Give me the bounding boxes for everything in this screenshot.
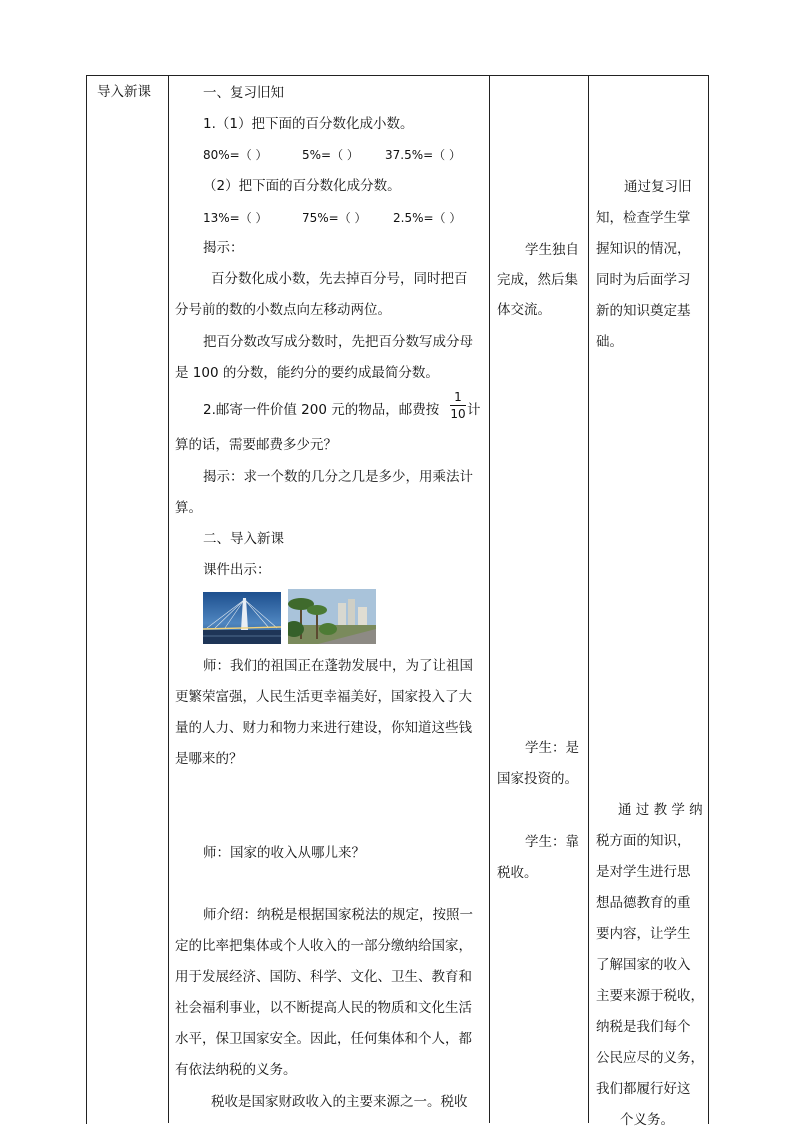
paragraph-line: 是 100 的分数，能约分的要约成最简分数。 — [175, 365, 439, 381]
purpose-line: 主要来源于税收， — [596, 988, 704, 1004]
purpose-line: 要内容，让学生 — [596, 926, 691, 942]
fraction-denominator: 10 — [450, 407, 466, 421]
exercise-item: 80%=（ ） — [203, 148, 268, 162]
stage-label: 导入新课 — [97, 84, 151, 100]
purpose-line: 个义务。 — [620, 1112, 674, 1128]
student-answer-line: 税收。 — [497, 865, 538, 881]
question-1-1: 1.（1）把下面的百分数化成小数。 — [203, 116, 414, 132]
teacher-question: 师：国家的收入从哪儿来？ — [203, 845, 365, 861]
exercise-item: 75%=（ ） — [302, 211, 367, 225]
fraction — [450, 390, 466, 421]
purpose-line: 握知识的情况， — [596, 241, 691, 257]
purpose-line: 我们都履行好这 — [596, 1081, 691, 1097]
purpose-line: 是对学生进行思 — [596, 864, 691, 880]
intro-line: 用于发展经济、国防、科学、文化、卫生、教育和 — [175, 969, 472, 985]
purpose-line: 通过复习旧 — [624, 179, 692, 195]
intro-line: 师介绍：纳税是根据国家税法的规定，按照一 — [203, 907, 473, 923]
purpose-line: 同时为后面学习 — [596, 272, 691, 288]
teacher-line: 更繁荣富强，人民生活更幸福美好，国家投入了大 — [175, 689, 472, 705]
bridge-photo — [203, 592, 281, 644]
question-2-tail: 计 — [467, 402, 481, 418]
question-1-2: （2）把下面的百分数化成分数。 — [203, 178, 401, 194]
intro-line: 有依法纳税的义务。 — [175, 1062, 297, 1078]
reveal-label: 揭示： — [203, 240, 244, 256]
teacher-line: 量的人力、财力和物力来进行建设，你知道这些钱 — [175, 720, 472, 736]
student-activity-line: 学生独自 — [525, 242, 579, 258]
student-answer-line: 学生：是 — [525, 740, 579, 756]
section-title-intro: 二、导入新课 — [203, 531, 284, 547]
city-palm-photo — [288, 589, 376, 644]
bridge-image — [203, 592, 281, 644]
reveal-line: 算。 — [175, 500, 202, 516]
purpose-line: 础。 — [596, 334, 623, 350]
student-activity-line: 完成，然后集 — [497, 272, 578, 288]
fraction-numerator: 1 — [454, 390, 462, 404]
student-answer-line: 国家投资的。 — [497, 771, 578, 787]
column-divider — [588, 75, 589, 1123]
exercise-item: 13%=（ ） — [203, 211, 268, 225]
intro-line: 税收是国家财政收入的主要来源之一。税收 — [211, 1094, 468, 1110]
column-divider — [168, 75, 169, 1123]
exercise-item: 2.5%=（ ） — [393, 211, 462, 225]
column-divider — [489, 75, 490, 1123]
teacher-line: 是哪来的？ — [175, 751, 243, 767]
courseware-label: 课件出示： — [203, 562, 271, 578]
reveal-line: 揭示：求一个数的几分之几是多少，用乘法计 — [203, 469, 473, 485]
purpose-line: 知，检查学生掌 — [596, 210, 691, 226]
purpose-line: 了解国家的收入 — [596, 957, 691, 973]
exercise-item: 37.5%=（ ） — [385, 148, 461, 162]
purpose-line: 通 过 教 学 纳 — [618, 802, 703, 818]
paragraph-line: 把百分数改写成分数时，先把百分数写成分母 — [203, 334, 473, 350]
section-title-review: 一、复习旧知 — [203, 85, 284, 101]
intro-line: 定的比率把集体或个人收入的一部分缴纳给国家， — [175, 938, 472, 954]
intro-line: 社会福利事业，以不断提高人民的物质和文化生活 — [175, 1000, 472, 1016]
purpose-line: 公民应尽的义务， — [596, 1050, 704, 1066]
purpose-line: 想品德教育的重 — [596, 895, 691, 911]
paragraph-line: 百分数化成小数，先去掉百分号，同时把百 — [211, 271, 468, 287]
purpose-line: 新的知识奠定基 — [596, 303, 691, 319]
question-2: 2.邮寄一件价值 200 元的物品，邮费按 — [203, 402, 440, 418]
question-2-line2: 算的话，需要邮费多少元？ — [175, 437, 337, 453]
paragraph-line: 分号前的数的小数点向左移动两位。 — [175, 302, 391, 318]
exercise-item: 5%=（ ） — [302, 148, 359, 162]
purpose-line: 纳税是我们每个 — [596, 1019, 691, 1035]
fraction-bar — [450, 405, 466, 406]
student-activity-line: 体交流。 — [497, 302, 551, 318]
teacher-line: 师：我们的祖国正在蓬勃发展中，为了让祖国 — [203, 658, 473, 674]
student-answer-line: 学生：靠 — [525, 834, 579, 850]
purpose-line: 税方面的知识， — [596, 833, 691, 849]
intro-line: 水平，保卫国家安全。因此，任何集体和个人，都 — [175, 1031, 472, 1047]
city-image — [288, 589, 376, 644]
